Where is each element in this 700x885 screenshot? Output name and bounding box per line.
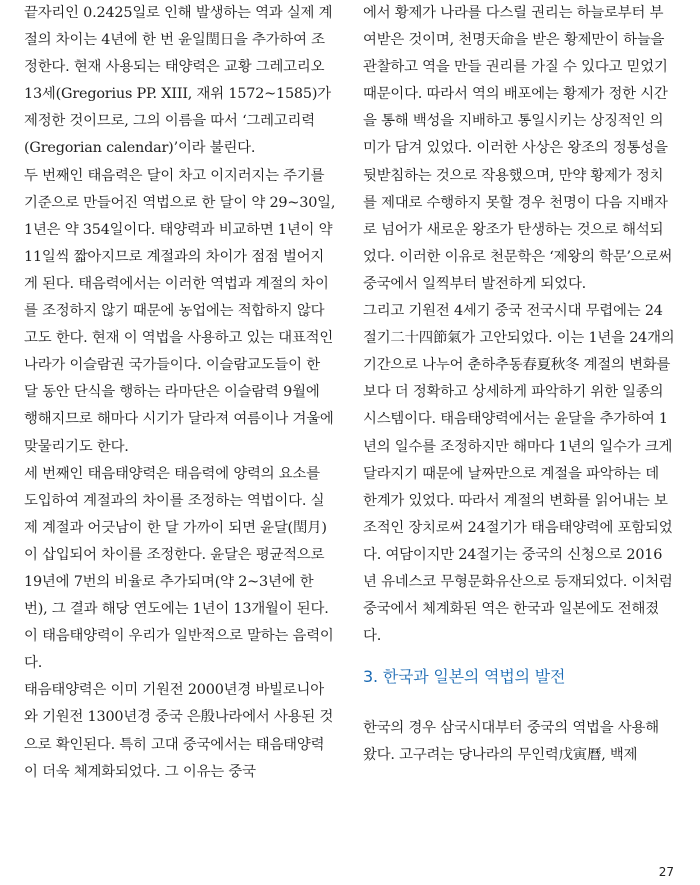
paragraph: 세 번째인 태음태양력은 태음력에 양력의 요소를 도입하여 계절과의 차이를 조정하는 역법이다. 실제 계절과 어긋남이 한 달 가까이 되면 윤달(閏月)이 삽입되어 차이를 조정한다. 윤달은 평균적으로 19년에 7번의 비율로 추가되며(약 2~3년에 한 번), 그 결과 해당 연도에는 1년이 13개월이 된다. 이 태음태양력이 우리가 일반적으로 말하는 음력이다. — [24, 465, 334, 672]
paragraph: 끝자리인 0.2425일로 인해 발생하는 역과 실제 계절의 차이는 4년에 한 번 윤일閏日을 추가하여 조정한다. 현재 사용되는 태양력은 교황 그레고리오 13세(Gregorius PP. XIII, 재위 1572~1585)가 제정한 것이므로, 그의 이름을 따서 ‘그레고리력(Gregorian calendar)’이라 불린다. — [24, 5, 333, 157]
paragraph: 두 번째인 태음력은 달이 차고 이지러지는 주기를 기준으로 만들어진 역법으로 한 달이 약 29~30일, 1년은 약 354일이다. 태양력과 비교하면 1년이 약 11일씩 짧아지므로 계절과의 차이가 점점 벌어지게 된다. 태음력에서는 이러한 역법과 계절의 차이를 조정하지 않기 때문에 농업에는 적합하지 않다고도 한다. 현재 이 역법을 사용하고 있는 대표적인 나라가 이슬람권 국가들이다. 이슬람교도들이 한 달 동안 단식을 행하는 라마단은 이슬람력 9월에 행해지므로 해마다 시기가 달라져 여름이나 겨울에 맞물리기도 한다. — [24, 167, 336, 455]
paragraph: 한국의 경우 삼국시대부터 중국의 역법을 사용해 왔다. 고구려는 당나라의 무인력戊寅曆, 백제 — [363, 720, 659, 764]
section-heading: 3. 한국과 일본의 역법의 발전 — [363, 667, 566, 687]
left-column — [24, 0, 336, 786]
paragraph: 태음태양력은 이미 기원전 2000년경 바빌로니아와 기원전 1300년경 중국 은殷나라에서 사용된 것으로 확인된다. 특히 고대 중국에서는 태음태양력이 더욱 체계화되었다. 그 이유는 중국 — [24, 682, 334, 780]
paragraph: 에서 황제가 나라를 다스릴 권리는 하늘로부터 부여받은 것이며, 천명天命을 받은 황제만이 하늘을 관찰하고 역을 만들 권리를 가질 수 있다고 믿었기 때문이다. 따라서 역의 배포에는 황제가 정한 시간을 통해 백성을 지배하고 통일시키는 상징적인 의미가 담겨 있었다. 이러한 사상은 왕조의 정통성을 뒷받침하는 것으로 작용했으며, 만약 황제가 정치를 제대로 수행하지 못할 경우 천명이 다음 지배자로 넘어가 새로운 왕조가 탄생하는 것으로 해석되었다. 이러한 이유로 천문학은 ‘제왕의 학문’으로써 중국에서 일찍부터 발전하게 되었다. — [363, 5, 673, 292]
paragraph: 그리고 기원전 4세기 중국 전국시대 무렵에는 24절기二十四節氣가 고안되었다. 이는 1년을 24개의 기간으로 나누어 춘하추동春夏秋冬 계절의 변화를 보다 더 정확하고 상세하게 파악하기 위한 일종의 시스템이다. 태음태양력에서는 윤달을 추가하여 1년의 일수를 조정하지만 해마다 1년의 일수가 크게 달라지기 때문에 날짜만으로 계절을 파악하는 데 한계가 있었다. 따라서 계절의 변화를 읽어내는 보조적인 장치로써 24절기가 태음태양력에 포함되었다. 여담이지만 24절기는 중국의 신청으로 2016년 유네스코 무형문화유산으로 등재되었다. 이처럼 중국에서 체계화된 역은 한국과 일본에도 전해졌다. — [363, 303, 675, 645]
right-column — [363, 0, 675, 769]
page-number: 27 — [658, 865, 674, 879]
